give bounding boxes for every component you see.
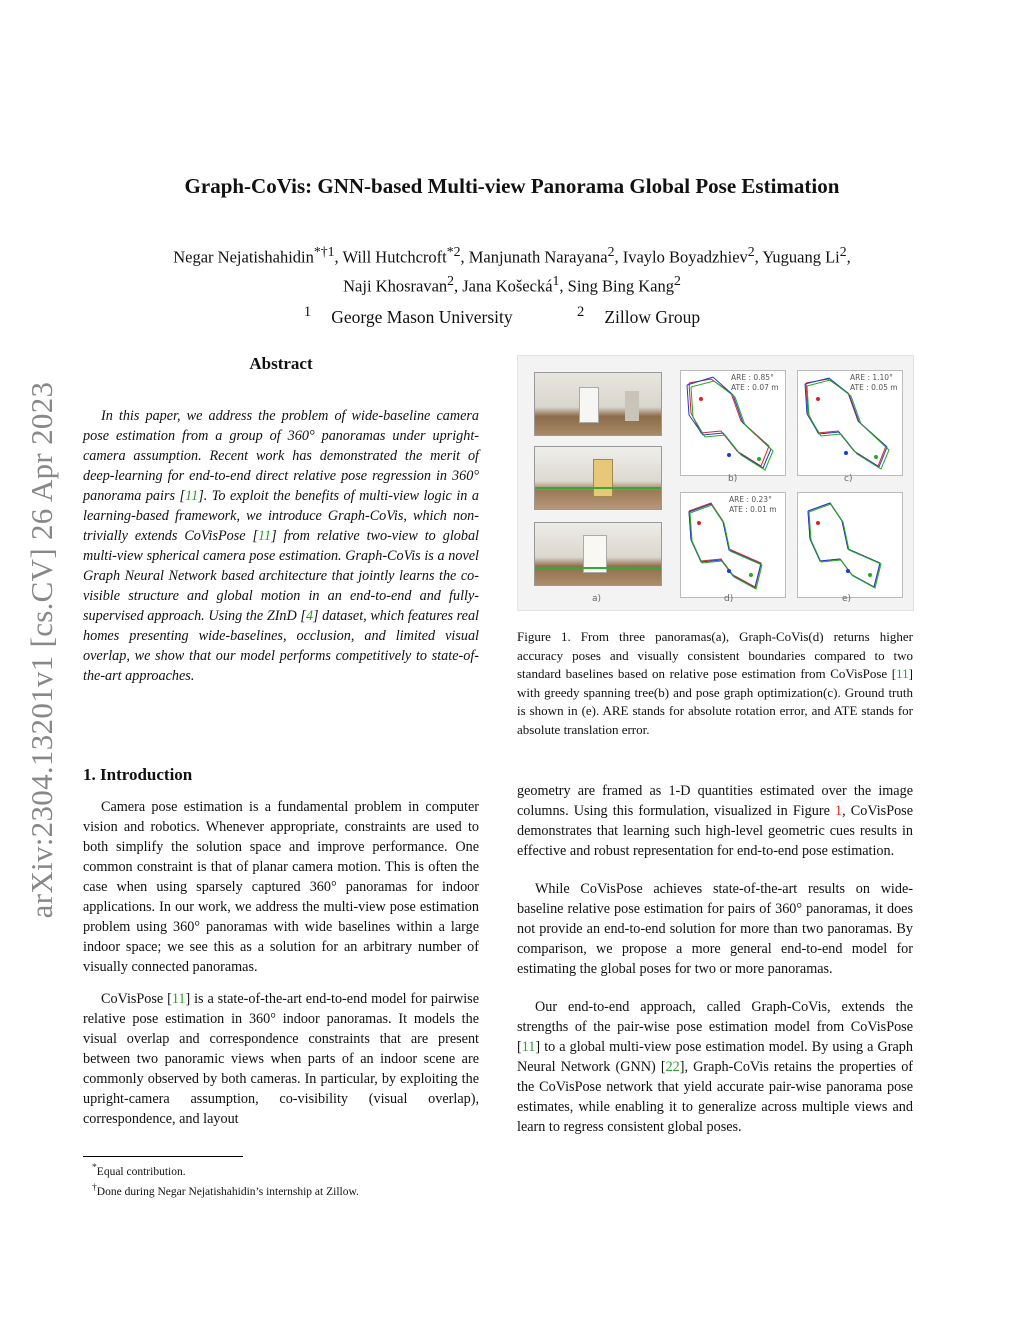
metrics-c: ARE : 1.10° ATE : 0.05 m <box>850 373 898 392</box>
figure-reference-link[interactable]: 1 <box>835 803 843 819</box>
camera-position-green <box>757 457 761 461</box>
citation-link[interactable]: 11 <box>521 1039 536 1055</box>
intro-paragraph-5: Our end-to-end approach, called Graph-CoVis, extends the strengths of the pair-wise pose estimation model from CoVisPose [11] to a global multi-view pose estimation model. By using a Graph Neural Network (GNN) [22], Graph-CoVis retains the properties of the CoVisPose network that yield accurate pair-wise panorama pose estimates, while enabling it to generalize across multiple views and learn to regress consistent global poses. <box>517 999 914 1135</box>
camera-position-blue <box>727 453 731 457</box>
camera-position-red <box>699 397 703 401</box>
camera-position-green <box>749 573 753 577</box>
affiliations <box>0 304 1024 328</box>
camera-position-blue <box>727 569 731 573</box>
abstract-paragraph: In this paper, we address the problem of wide-baseline camera pose estimation from a group of 360° panoramas under upright-camera assumption. Recent work has demonstrated the merit of deep-learning for end-to-end direct relative pose regression in 360° panorama pairs [11]. To exploit the benefits of multi-view logic in a learning-based framework, we introduce Graph-CoVis, which non-trivially extends CoVisPose [11] from relative two-view to global multi-view spherical camera pose estimation. Graph-CoVis is a novel Graph Neural Network based architecture that jointly learns the co-visible structure and global motion in an end-to-end and fully-supervised approach. Using the ZInD [4] dataset, which features real homes presenting wide-baselines, occlusion, and limited visual overlap, we show that our model performs competitively to state-of-the-art approaches. <box>83 408 479 684</box>
citation-link[interactable]: 11 <box>185 488 199 504</box>
intro-paragraph-1: Camera pose estimation is a fundamental problem in computer vision and robotics. Whenever appropriate, constraints are used to both simplify the solution space and improve performance. One common constraint is that of planar camera motion. This is often the case when using sparsely captured 360° panoramas for indoor applications. In our work, we address the multi-view pose estimation problem using 360° panoramas with wide baselines within a large indoor space; we see this as a solution for an arbitrary number of visually connected panoramas. <box>83 799 479 975</box>
citation-link[interactable]: 11 <box>896 666 909 681</box>
panorama-image-3 <box>534 522 662 586</box>
camera-position-blue <box>844 451 848 455</box>
intro-paragraph-2: CoVisPose [11] is a state-of-the-art end-to-end model for pairwise relative pose estimation in 360° indoor panoramas. It models the visual overlap and correspondence constraints that are present between two panoramic views when parts of an indoor scene are commonly observed by both cameras. In particular, by exploiting the upright-camera assumption, co-visibility (visual overlap), correspondence, and layout <box>83 991 479 1127</box>
metrics-d: ARE : 0.23° ATE : 0.01 m <box>729 495 777 514</box>
affiliation-1: $^1$ George Mason University <box>303 304 513 327</box>
author-affil-mark: 2 <box>607 244 615 259</box>
layout-plot-e <box>797 492 903 598</box>
author-name: Manjunath Narayana <box>468 247 608 267</box>
author-affil-mark: *2 <box>446 244 461 259</box>
arxiv-id-text: arXiv:2304.13201v1 [cs.CV] 26 Apr 2023 <box>24 381 59 919</box>
figure-label-c: c) <box>844 474 853 484</box>
right-column-body <box>517 781 913 1149</box>
citation-link[interactable]: 22 <box>665 1059 680 1075</box>
camera-position-red <box>697 521 701 525</box>
author-name: Jana Košecká <box>462 276 553 295</box>
author-affil-mark: 2 <box>674 272 681 288</box>
author-name: Yuguang Li <box>762 247 840 267</box>
author-affil-mark: 2 <box>747 244 755 259</box>
intro-section <box>83 765 479 1141</box>
author-affil-mark: *†1 <box>313 244 335 259</box>
author-name: Ivaylo Boyadzhiev <box>622 247 748 267</box>
section-heading-introduction: 1. Introduction <box>83 765 193 784</box>
camera-position-red <box>816 521 820 525</box>
figure-label-e: e) <box>842 594 852 604</box>
figure-caption: Figure 1. From three panoramas(a), Graph-CoVis(d) returns higher accuracy poses and visually consistent boundaries compared to two standard baselines based on relative pose estimation from CoVisPose [11] with greedy spanning tree(b) and pose graph optimization(c). Ground truth is shown in (e). ARE stands for absolute rotation error, and ATE stands for absolute translation error. <box>517 629 913 737</box>
abstract-body <box>83 406 479 698</box>
camera-position-green <box>868 573 872 577</box>
author-name: Sing Bing Kang <box>567 276 674 295</box>
layout-plot-c <box>797 370 903 476</box>
author-name: Will Hutchcroft <box>342 247 447 267</box>
layout-plot-b <box>680 370 786 476</box>
figure-label-d: d) <box>724 594 734 604</box>
footnote-2: †Done during Negar Nejatishahidin’s internship at Zillow. <box>92 1181 359 1198</box>
figure-label-b: b) <box>728 474 738 484</box>
intro-paragraph-4: While CoVisPose achieves state-of-the-art results on wide-baseline relative pose estimation for pairs of 360° panoramas, it does not provide an end-to-end solution for more than two panoramas. By comparison, we propose a more general end-to-end model for estimating the global poses for two or more panoramas. <box>517 881 913 977</box>
arxiv-identifier <box>22 350 62 950</box>
camera-position-blue <box>846 569 850 573</box>
intro-paragraph-3: geometry are framed as 1-D quantities estimated over the image columns. Using this formulation, visualized in Figure 1, CoVisPose demonstrates that learning such high-level geometric cues results in effective and robust representation for end-to-end pose estimation. <box>517 783 913 859</box>
citation-link[interactable]: 4 <box>305 608 314 624</box>
layout-boundary-green <box>691 381 773 470</box>
author-line-2: Naji Khosravan$^2$, Jana Košecká$^1$, Sing Bing Kang$^2$ <box>343 272 681 295</box>
paper-title: Graph-CoVis: GNN-based Multi-view Panorama Global Pose Estimation <box>184 174 840 198</box>
figure-label-a: a) <box>592 594 602 604</box>
camera-position-red <box>816 397 820 401</box>
author-affil-mark: 2 <box>839 244 847 259</box>
figure-1 <box>517 355 914 611</box>
panorama-image-1 <box>534 372 662 436</box>
footnote-1: *Equal contribution. <box>92 1162 186 1178</box>
footnote-rule <box>83 1156 243 1157</box>
affiliation-2: $^2$ Zillow Group <box>577 304 701 327</box>
layout-plot-e-svg <box>798 493 902 597</box>
panorama-image-2 <box>534 446 662 510</box>
camera-position-green <box>874 455 878 459</box>
author-line-1: Negar Nejatishahidin$^{*\dagger 1}$, Will Hutchcroft$^{*2}$, Manjunath Narayana$^2$, Ivaylo Boyadzhiev$^2$, Yuguang Li$^2$, <box>173 244 851 267</box>
abstract-heading: Abstract <box>249 354 313 373</box>
footnotes <box>92 1160 488 1200</box>
layout-plot-d <box>680 492 786 598</box>
citation-link[interactable]: 11 <box>171 991 186 1007</box>
author-affil-mark: 2 <box>447 272 455 288</box>
citation-link[interactable]: 11 <box>258 528 272 544</box>
metrics-b: ARE : 0.85° ATE : 0.07 m <box>731 373 779 392</box>
author-name: Naji Khosravan <box>343 276 448 295</box>
author-affil-mark: 1 <box>552 272 560 288</box>
author-list <box>60 240 964 297</box>
author-name: Negar Nejatishahidin <box>173 247 314 267</box>
